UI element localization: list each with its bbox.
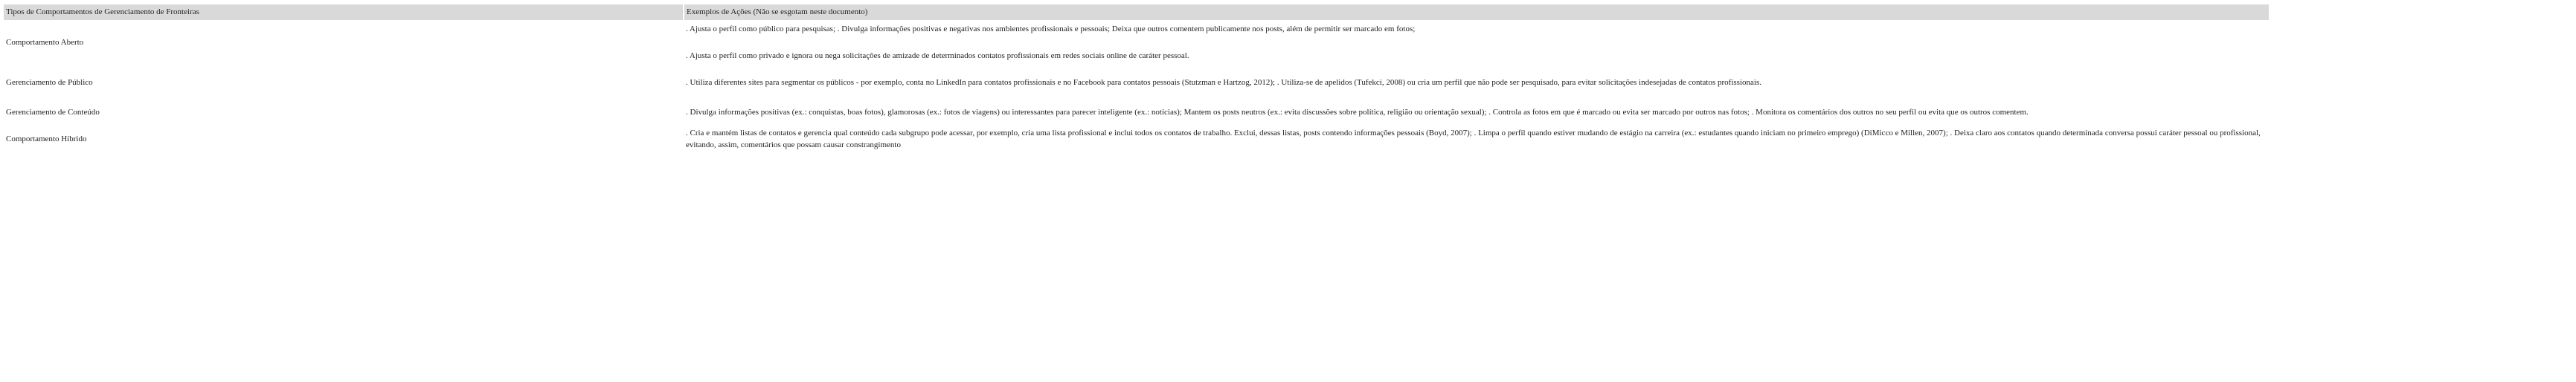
example-text: . Ajusta o perfil como privado e ignora ou nega solicitações de amizade de determinados contatos profissionais em redes sociais online de caráter pessoal.: [686, 51, 1189, 60]
example-text: . Cria e mantém listas de contatos e gerencia qual conteúdo cada subgrupo pode acessar, por exemplo, cria uma lista profissional e inclui todos os contatos de trabalho. Exclui, dessas listas, posts contendo informações pessoais (Boyd, 2007); . Limpa o perfil quando estiver mudando de estágio na carreira (ex.: estudantes quando iniciam no primeiro emprego) (DiMicco e Millen, 2007); . Deixa claro aos contatos quando determinada conversa possui caráter pessoal ou profissional, evitando, assim, comentários que possam causar constrangimento: [686, 129, 2261, 149]
behavior-type-cell: Gerenciamento de Público: [6, 77, 93, 87]
example-text: . Utiliza diferentes sites para segmentar os públicos - por exemplo, conta no LinkedIn para contatos profissionais e no Facebook para contatos pessoais (Stutzman e Hartzog, 2012); . Utiliza-se de apelidos (Tufekci, 2008) ou cria um perfil que não pode ser pesquisado, para evitar solicitações indesejadas de contatos profissionais.: [686, 77, 1761, 87]
boundary-management-table-container: [4, 4, 2269, 153]
column-header-action-examples: Exemplos de Ações (Não se esgotam neste documento): [684, 4, 2269, 20]
table-row: [4, 20, 2269, 65]
examples-cell: [684, 100, 2269, 125]
behavior-type-cell: Gerenciamento de Conteúdo: [6, 108, 100, 117]
examples-cell: [684, 65, 2269, 100]
table-row: [4, 125, 2269, 153]
example-text: . Divulga informações positivas (ex.: conquistas, boas fotos), glamorosas (ex.: fotos de viagens) ou interessantes para parecer inteligente (ex.: notícias); Mantem os posts neutros (ex.: evita discussões sobre política, religião ou orientação sexual); . Controla as fotos em que é marcado ou evita ser marcado por outros nas fotos; . Monitora os comentários dos outros no seu perfil ou evita que os outros comentem.: [686, 108, 2029, 117]
examples-cell: [684, 20, 2269, 65]
behavior-type-cell: Comportamento Híbrido: [6, 135, 87, 143]
table-row: [4, 65, 2269, 100]
column-header-behavior-types: Tipos de Comportamentos de Gerenciamento de Fronteiras: [4, 4, 684, 20]
example-text: . Ajusta o perfil como público para pesquisas; . Divulga informações positivas e negativas nos ambientes profissionais e pessoais; Deixa que outros comentem publicamente nos posts, além de permitir ser marcado em fotos;: [686, 25, 1416, 33]
boundary-management-table: [4, 4, 2269, 153]
behavior-type-cell: Comportamento Aberto: [6, 38, 84, 47]
table-row: [4, 100, 2269, 125]
header-row: [4, 4, 2269, 20]
examples-cell: [684, 125, 2269, 153]
